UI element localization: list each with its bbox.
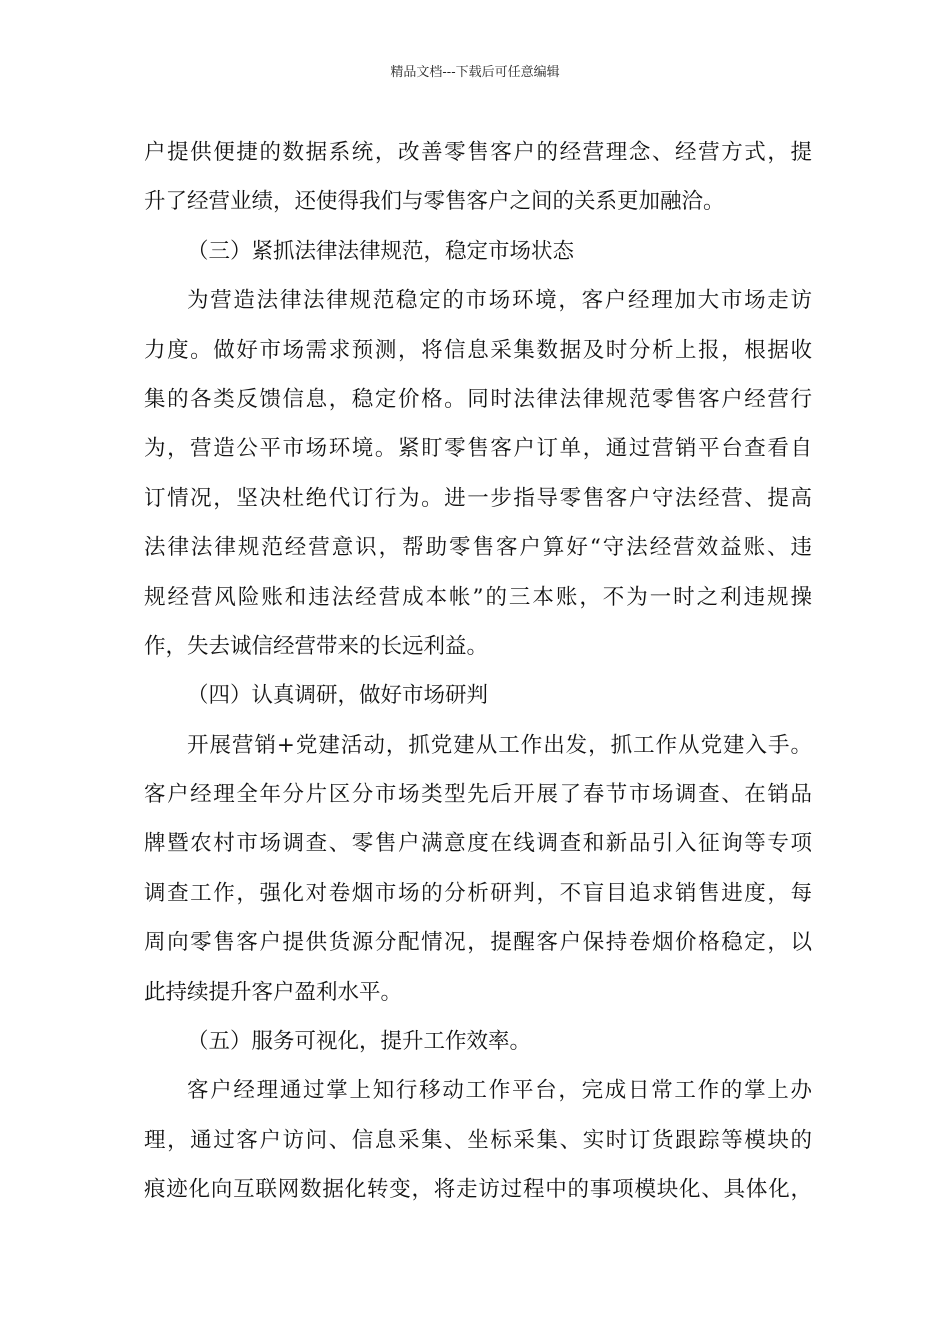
paragraph-line: 规经营风险账和违法经营成本帐”的三本账，不为一时之利违规操 bbox=[144, 584, 812, 610]
paragraph-line: 此持续提升客户盈利水平。 bbox=[144, 979, 403, 1005]
paragraph-line: 客户经理通过掌上知行移动工作平台，完成日常工作的掌上办 bbox=[187, 1078, 812, 1104]
paragraph-line: 为营造法律法律规范稳定的市场环境，客户经理加大市场走访 bbox=[187, 288, 812, 314]
section-heading: （四）认真调研，做好市场研判 bbox=[187, 683, 489, 709]
paragraph-line: 力度。做好市场需求预测，将信息采集数据及时分析上报，根据收 bbox=[144, 337, 812, 363]
paragraph-line: 升了经营业绩，还使得我们与零售客户之间的关系更加融洽。 bbox=[144, 189, 725, 215]
section-heading: （五）服务可视化，提升工作效率。 bbox=[187, 1029, 532, 1055]
paragraph-line: 法律法律规范经营意识，帮助零售客户算好“守法经营效益账、违 bbox=[144, 535, 812, 561]
paragraph-line: 牌暨农村市场调查、零售户满意度在线调查和新品引入征询等专项 bbox=[144, 831, 812, 857]
paragraph-line: 痕迹化向互联网数据化转变，将走访过程中的事项模块化、具体化， bbox=[144, 1177, 812, 1203]
paragraph-line: 户提供便捷的数据系统，改善零售客户的经营理念、经营方式，提 bbox=[144, 140, 812, 165]
paragraph-line: 周向零售客户提供货源分配情况，提醒客户保持卷烟价格稳定，以 bbox=[144, 930, 812, 956]
paragraph-line: 调查工作，强化对卷烟市场的分析研判，不盲目追求销售进度，每 bbox=[144, 880, 812, 906]
paragraph-line: 客户经理全年分片区分市场类型先后开展了春节市场调查、在销品 bbox=[144, 782, 812, 808]
paragraph-line: 订情况，坚决杜绝代订行为。进一步指导零售客户守法经营、提高 bbox=[144, 485, 812, 511]
page-header: 精品文档---下载后可任意编辑 bbox=[390, 65, 560, 80]
section-heading: （三）紧抓法律法律规范，稳定市场状态 bbox=[187, 238, 575, 264]
paragraph-line: 理，通过客户访问、信息采集、坐标采集、实时订货跟踪等模块的 bbox=[144, 1127, 812, 1153]
paragraph-line: 为，营造公平市场环境。紧盯零售客户订单，通过营销平台查看自 bbox=[144, 436, 812, 462]
paragraph-line: 开展营销+党建活动，抓党建从工作出发，抓工作从党建入手。 bbox=[187, 732, 812, 758]
paragraph-line: 集的各类反馈信息，稳定价格。同时法律法律规范零售客户经营行 bbox=[144, 386, 812, 412]
document-body bbox=[144, 128, 812, 1215]
paragraph-line: 作，失去诚信经营带来的长远利益。 bbox=[144, 633, 489, 659]
